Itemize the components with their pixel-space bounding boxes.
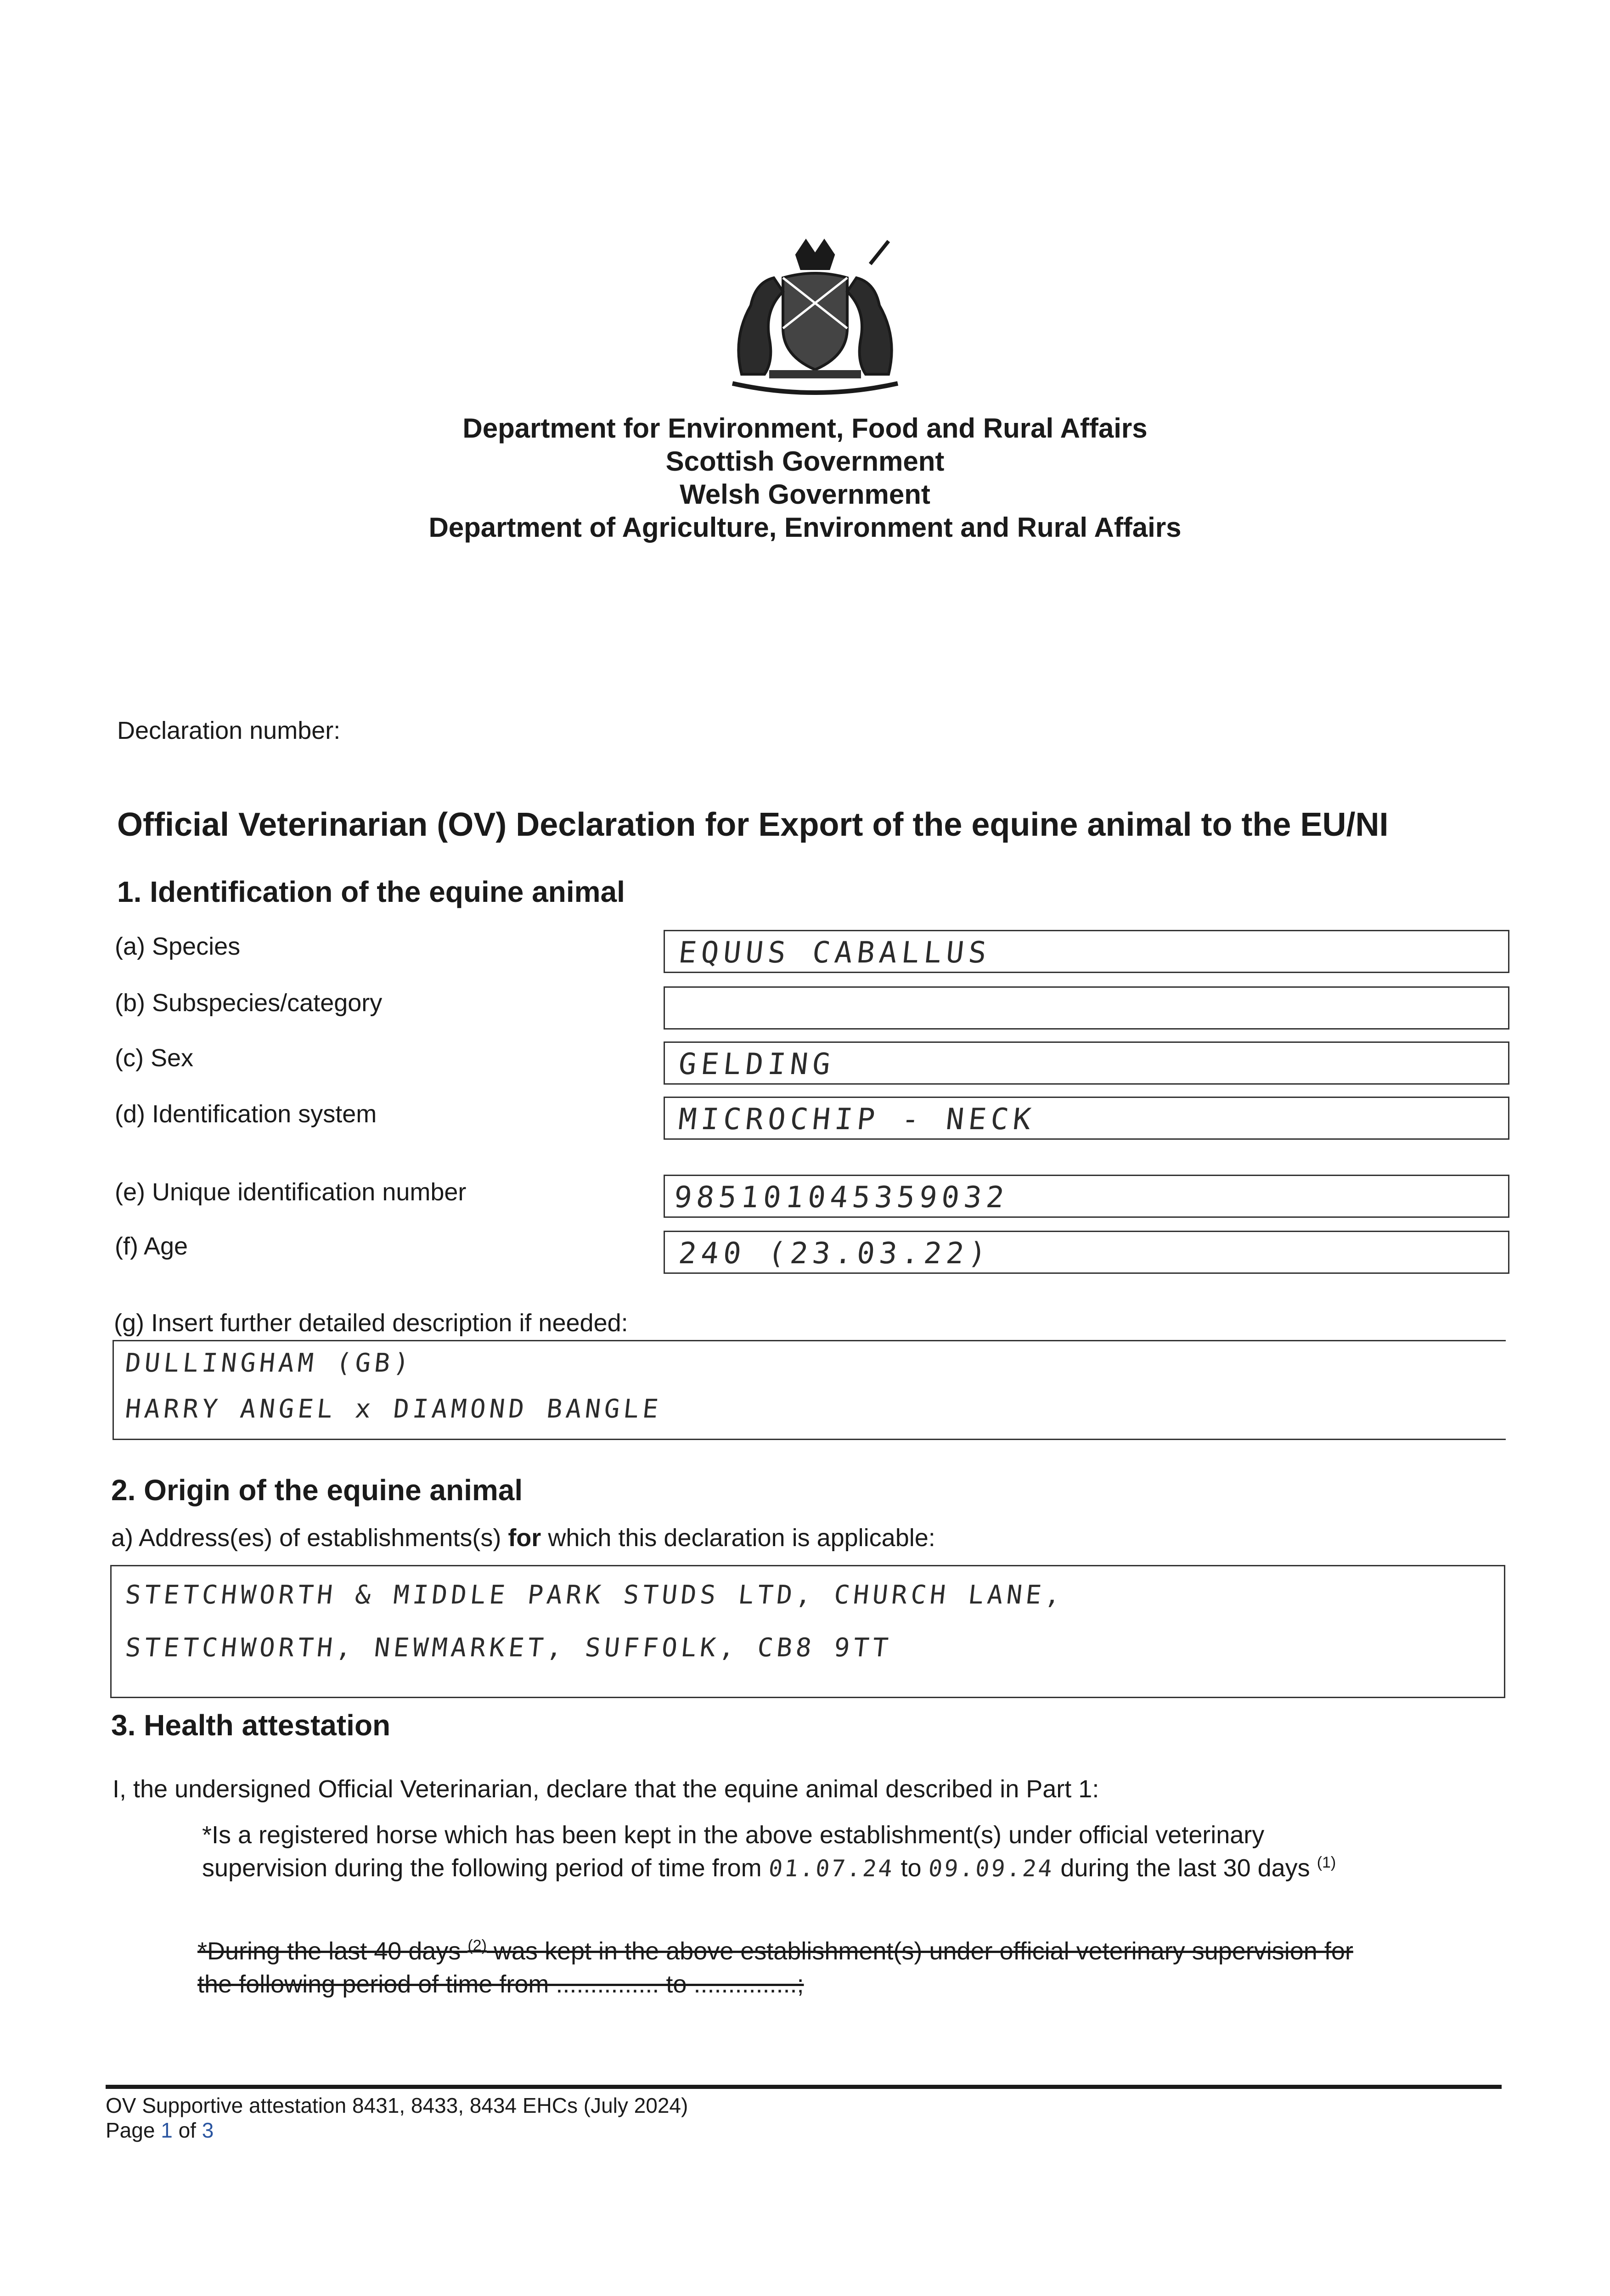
further-description-box[interactable]	[113, 1340, 1506, 1440]
page-indicator: Page 1 of 3	[106, 2118, 214, 2142]
declaration-number-label: Declaration number:	[117, 717, 341, 744]
footer-divider	[106, 2085, 1502, 2089]
age-value: 240 (23.03.22)	[677, 1237, 993, 1271]
species-value: EQUUS CABALLUS	[677, 936, 993, 970]
section-1-heading: 1. Identification of the equine animal	[117, 875, 625, 908]
field-label-sex: (c) Sex	[115, 1044, 194, 1072]
footer-attestation-text: OV Supportive attestation 8431, 8433, 8434 EHCs (July 2024)	[106, 2093, 688, 2117]
agency-daera: Department of Agriculture, Environment and Rural Affairs	[428, 512, 1182, 543]
page-title: Official Veterinarian (OV) Declaration for Export of the equine animal to the EU/NI	[117, 806, 1389, 843]
establishment-address-label: a) Address(es) of establishments(s) for which this declaration is applicable:	[111, 1524, 935, 1552]
health-attestation-intro: I, the undersigned Official Veterinarian, declare that the equine animal described in Part 1:	[113, 1775, 1099, 1803]
field-label-subspecies: (b) Subspecies/category	[115, 989, 383, 1017]
sex-field[interactable]	[664, 1041, 1509, 1085]
address-line-1: STETCHWORTH & MIDDLE PARK STUDS LTD, CHURCH LANE,	[124, 1580, 1066, 1610]
field-label-species: (a) Species	[115, 933, 241, 960]
sex-value: GELDING	[677, 1047, 837, 1081]
agency-defra: Department for Environment, Food and Rural Affairs	[462, 413, 1148, 444]
species-field[interactable]	[664, 930, 1509, 973]
subspecies-field[interactable]	[664, 986, 1509, 1030]
agency-scottish-government: Scottish Government	[665, 446, 945, 477]
attestation-para-1-line-1: *Is a registered horse which has been kept in the above establishment(s) under official veterinary	[202, 1821, 1265, 1849]
field-label-identification-system: (d) Identification system	[115, 1100, 377, 1128]
unique-id-value: 985101045359032	[672, 1181, 1010, 1215]
field-label-unique-id: (e) Unique identification number	[115, 1178, 467, 1206]
establishment-address-box[interactable]	[110, 1565, 1505, 1698]
identification-system-value: MICROCHIP - NECK	[677, 1103, 1037, 1137]
further-description-line-2: HARRY ANGEL x DIAMOND BANGLE	[124, 1394, 664, 1424]
attestation-para-2-line-2: the following period of time from ............... to ...............;	[197, 1970, 804, 1998]
age-field[interactable]	[664, 1231, 1509, 1274]
unique-id-field[interactable]	[664, 1175, 1509, 1218]
attestation-para-1-line-2: supervision during the following period of time from 01.07.24 to 09.09.24 during the last 30 days $^{(1)}$	[202, 1854, 1336, 1882]
field-label-age: (f) Age	[115, 1232, 188, 1260]
agency-welsh-government: Welsh Government	[680, 479, 930, 510]
further-description-label: (g) Insert further detailed description if needed:	[114, 1309, 628, 1337]
section-3-heading: 3. Health attestation	[111, 1709, 391, 1742]
section-2-heading: 2. Origin of the equine animal	[111, 1474, 523, 1507]
further-description-line-1: DULLINGHAM (GB)	[124, 1348, 415, 1378]
supervision-from-date[interactable]: 01.07.24	[767, 1855, 895, 1882]
attestation-para-2-line-1: *During the last 40 days $^{(2)}$ was kept in the above establishment(s) under official veterinary supervision for	[197, 1937, 1353, 1965]
address-line-2: STETCHWORTH, NEWMARKET, SUFFOLK, CB8 9TT	[124, 1633, 894, 1663]
identification-system-field[interactable]	[664, 1097, 1509, 1140]
supervision-to-date[interactable]: 09.09.24	[927, 1855, 1055, 1882]
royal-coat-of-arms-icon	[714, 236, 916, 402]
